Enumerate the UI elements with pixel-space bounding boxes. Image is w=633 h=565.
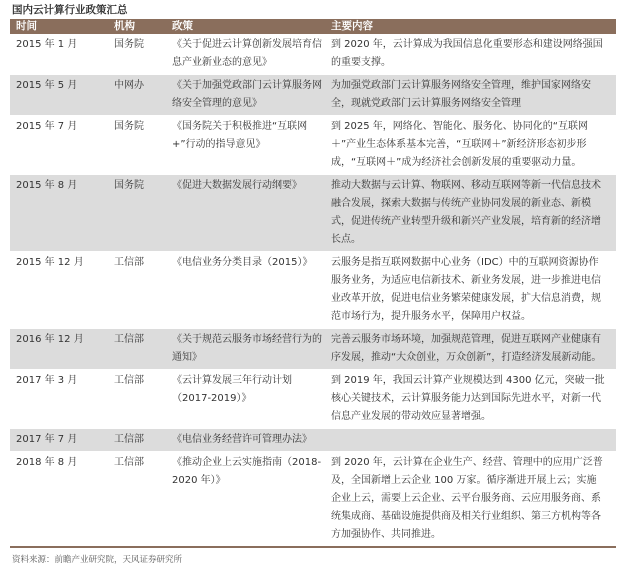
row-content: 完善云服务市场环境，加强规范管理，促进互联网产业健康有序发展，推动“大众创业，万众创新”，打造经济发展新动能。 <box>327 329 616 370</box>
table-title: 国内云计算行业政策汇总 <box>12 4 128 16</box>
row-policy: 《关于促进云计算创新发展培育信息产业新业态的意见》 <box>168 34 327 75</box>
row-date: 2016 年 12 月 <box>10 329 110 370</box>
row-org: 工信部 <box>110 452 168 548</box>
row-org: 工信部 <box>110 429 168 452</box>
row-content: 到 2020 年，云计算成为我国信息化重要形态和建设网络强国的重要支撑。 <box>327 34 616 75</box>
table-row <box>10 175 616 252</box>
row-date: 2015 年 12 月 <box>10 252 110 329</box>
row-org: 工信部 <box>110 329 168 370</box>
row-policy: 《关于规范云服务市场经营行为的通知》 <box>168 329 327 370</box>
table-row <box>10 252 616 329</box>
row-date: 2015 年 1 月 <box>10 34 110 75</box>
header-policy: 政策 <box>172 20 193 32</box>
row-date: 2015 年 7 月 <box>10 116 110 175</box>
row-policy: 《电信业务经营许可管理办法》 <box>168 429 327 452</box>
row-date: 2017 年 3 月 <box>10 370 110 429</box>
row-date: 2015 年 8 月 <box>10 175 110 252</box>
row-policy: 《国务院关于积极推进“互联网+”行动的指导意见》 <box>168 116 327 175</box>
table-header-row <box>10 19 616 34</box>
row-policy: 《电信业务分类目录（2015）》 <box>168 252 327 329</box>
policy-table <box>10 19 616 548</box>
table-row <box>10 370 616 429</box>
table-row <box>10 452 616 548</box>
row-org: 工信部 <box>110 252 168 329</box>
row-content: 到 2020 年，云计算在企业生产、经营、管理中的应用广泛普及，全国新增上云企业 100 万家。循序渐进开展上云；实施企业上云，需要上云企业、云平台服务商、云应用服务商、系统集成商、基础设施提供商及相关行业组织、第三方机构等各方加强协作、共同推进。 <box>327 452 616 548</box>
table-row <box>10 34 616 75</box>
row-date: 2015 年 5 月 <box>10 75 110 116</box>
row-org: 国务院 <box>110 116 168 175</box>
row-content: 为加强党政部门云计算服务网络安全管理，维护国家网络安全，现就党政部门云计算服务网络安全管理 <box>327 75 616 116</box>
table-row <box>10 329 616 370</box>
row-policy: 《云计算发展三年行动计划（2017-2019）》 <box>168 370 327 429</box>
table-row <box>10 429 616 452</box>
row-date: 2017 年 7 月 <box>10 429 110 452</box>
row-content: 云服务是指互联网数据中心业务（IDC）中的互联网资源协作服务业务，为适应电信新技术、新业务发展，进一步推进电信业改革开放，促进电信业务繁荣健康发展，扩大信息消费，规范市场行为，提升服务水平，保障用户权益。 <box>327 252 616 329</box>
row-org: 中网办 <box>110 75 168 116</box>
row-content <box>327 429 616 452</box>
row-policy: 《关于加强党政部门云计算服务网络安全管理的意见》 <box>168 75 327 116</box>
table-row <box>10 116 616 175</box>
header-date: 时间 <box>16 20 37 32</box>
row-content: 到 2025 年，网络化、智能化、服务化、协同化的“互联网＋”产业生态体系基本完善，“互联网＋”新经济形态初步形成，“互联网＋”成为经济社会创新发展的重要驱动力量。 <box>327 116 616 175</box>
row-policy: 《推动企业上云实施指南（2018-2020 年）》 <box>168 452 327 548</box>
row-content: 到 2019 年，我国云计算产业规模达到 4300 亿元，突破一批核心关键技术，云计算服务能力达到国际先进水平，对新一代信息产业发展的带动效应显著增强。 <box>327 370 616 429</box>
row-org: 工信部 <box>110 370 168 429</box>
row-org: 国务院 <box>110 34 168 75</box>
row-content: 推动大数据与云计算、物联网、移动互联网等新一代信息技术融合发展，探索大数据与传统产业协同发展的新业态、新模式，促进传统产业转型升级和新兴产业发展，培育新的经济增长点。 <box>327 175 616 252</box>
header-content: 主要内容 <box>331 20 373 32</box>
policy-table-figure <box>10 0 616 565</box>
table-row <box>10 75 616 116</box>
row-org: 国务院 <box>110 175 168 252</box>
row-date: 2018 年 8 月 <box>10 452 110 548</box>
source-note: 资料来源：前瞻产业研究院，天风证券研究所 <box>12 555 183 565</box>
row-policy: 《促进大数据发展行动纲要》 <box>168 175 327 252</box>
header-org: 机构 <box>114 20 135 32</box>
